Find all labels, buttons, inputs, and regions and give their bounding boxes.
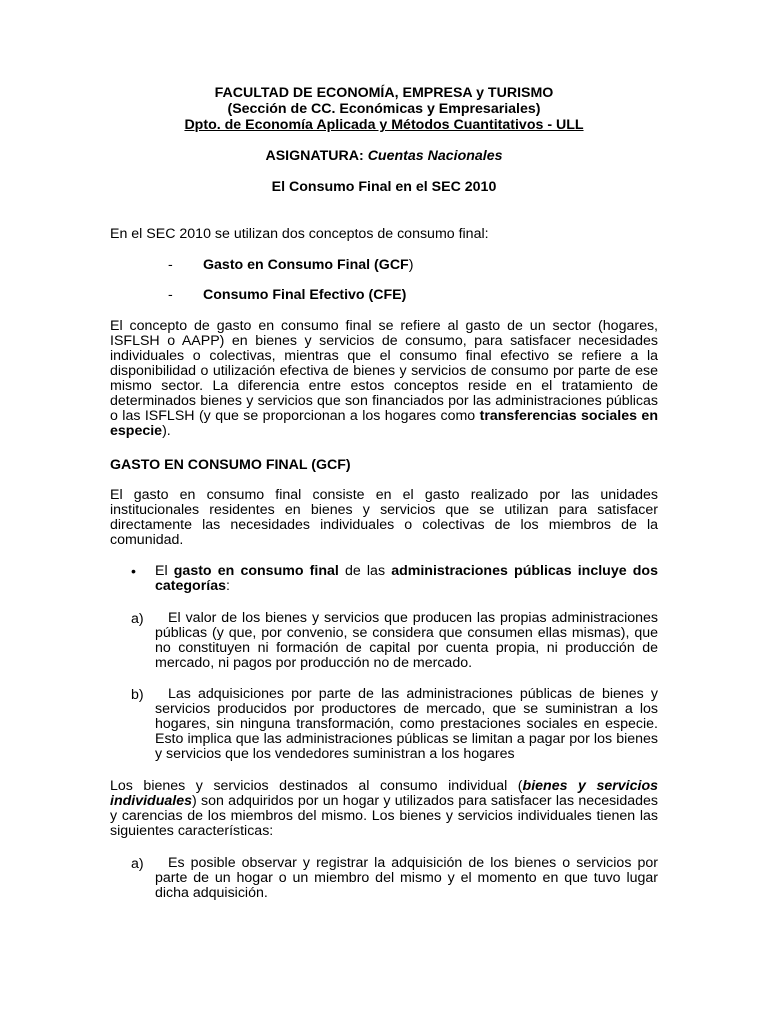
subject-name: Cuentas Nacionales	[367, 148, 503, 164]
concept-item-gcf: Gasto en Consumo Final (GCF)	[203, 257, 414, 273]
subject-line	[0, 148, 768, 164]
department-title: Dpto. de Economía Aplicada y Métodos Cuantitativos - ULL	[184, 117, 584, 133]
concept-dash-1: -	[168, 257, 173, 273]
characteristic-marker-a: a)	[131, 856, 144, 872]
intro-text: En el SEC 2010 se utilizan dos conceptos de consumo final:	[110, 226, 489, 242]
section-heading-gcf: GASTO EN CONSUMO FINAL (GCF)	[110, 457, 351, 473]
faculty-title: FACULTAD DE ECONOMÍA, EMPRESA y TURISMO	[214, 85, 554, 101]
document-title: El Consumo Final en el SEC 2010	[271, 179, 497, 195]
bullet-item-admin-categories: El gasto en consumo final de las administraciones públicas incluye dos categorías:	[155, 563, 658, 594]
subject-label: ASIGNATURA:	[265, 148, 364, 164]
paragraph-individual-goods: Los bienes y servicios destinados al consumo individual (bienes y servicios individuales) son adquiridos por un hogar y utilizados para satisfacer las necesidades y carencias de los miembros del mismo. Los bienes y servicios individuales tienen las siguientes características:	[110, 778, 659, 839]
item-b-market-purchases: Las adquisiciones por parte de las administraciones públicas de bienes y servicios producidos por productores de mercado, que se suministran a los hogares, sin ninguna transformación, como prestaciones sociales en especie. Esto implica que las administraciones públicas se limitan a pagar por los bienes y servicios que los vendedores suministran a los hogares	[155, 686, 658, 762]
item-a-own-production: El valor de los bienes y servicios que producen las propias administraciones públicas (y que, por convenio, se considera que consumen ellas mismas), que no constituyen ni formación de capital por cuenta propia, ni producción de mercado, ni pagos por producción no de mercado.	[155, 610, 658, 671]
item-marker-a: a)	[131, 611, 144, 627]
paragraph-consumption-concepts: El concepto de gasto en consumo final se refiere al gasto de un sector (hogares, ISFLSH o AAPP) en bienes y servicios de consumo, para satisfacer necesidades individuales o colectivas, mientras que el consumo final efectivo se refiere a la disponibilidad o utilización efectiva de bienes y servicios de consumo por parte de ese mismo sector. La diferencia entre estos conceptos reside en el tratamiento de determinados bienes y servicios que son financiados por las administraciones públicas o las ISFLSH (y que se proporcionan a los hogares como transferencias sociales en especie).	[110, 318, 658, 439]
paragraph-gcf-definition: El gasto en consumo final consiste en el gasto realizado por las unidades institucionales residentes en bienes y servicios que se utilizan para satisfacer directamente las necesidades individuales o colectivas de los miembros de la comunidad.	[110, 487, 658, 548]
concept-item-cfe: Consumo Final Efectivo (CFE)	[203, 287, 407, 303]
bullet-symbol: •	[131, 564, 136, 580]
item-marker-b: b)	[131, 687, 144, 703]
characteristic-a-observable: Es posible observar y registrar la adquisición de los bienes o servicios por parte de un hogar o un miembro del mismo y el momento en que tuvo lugar dicha adquisición.	[155, 855, 658, 901]
concept-dash-2: -	[168, 287, 173, 303]
section-subtitle: (Sección de CC. Económicas y Empresariales)	[227, 101, 541, 117]
